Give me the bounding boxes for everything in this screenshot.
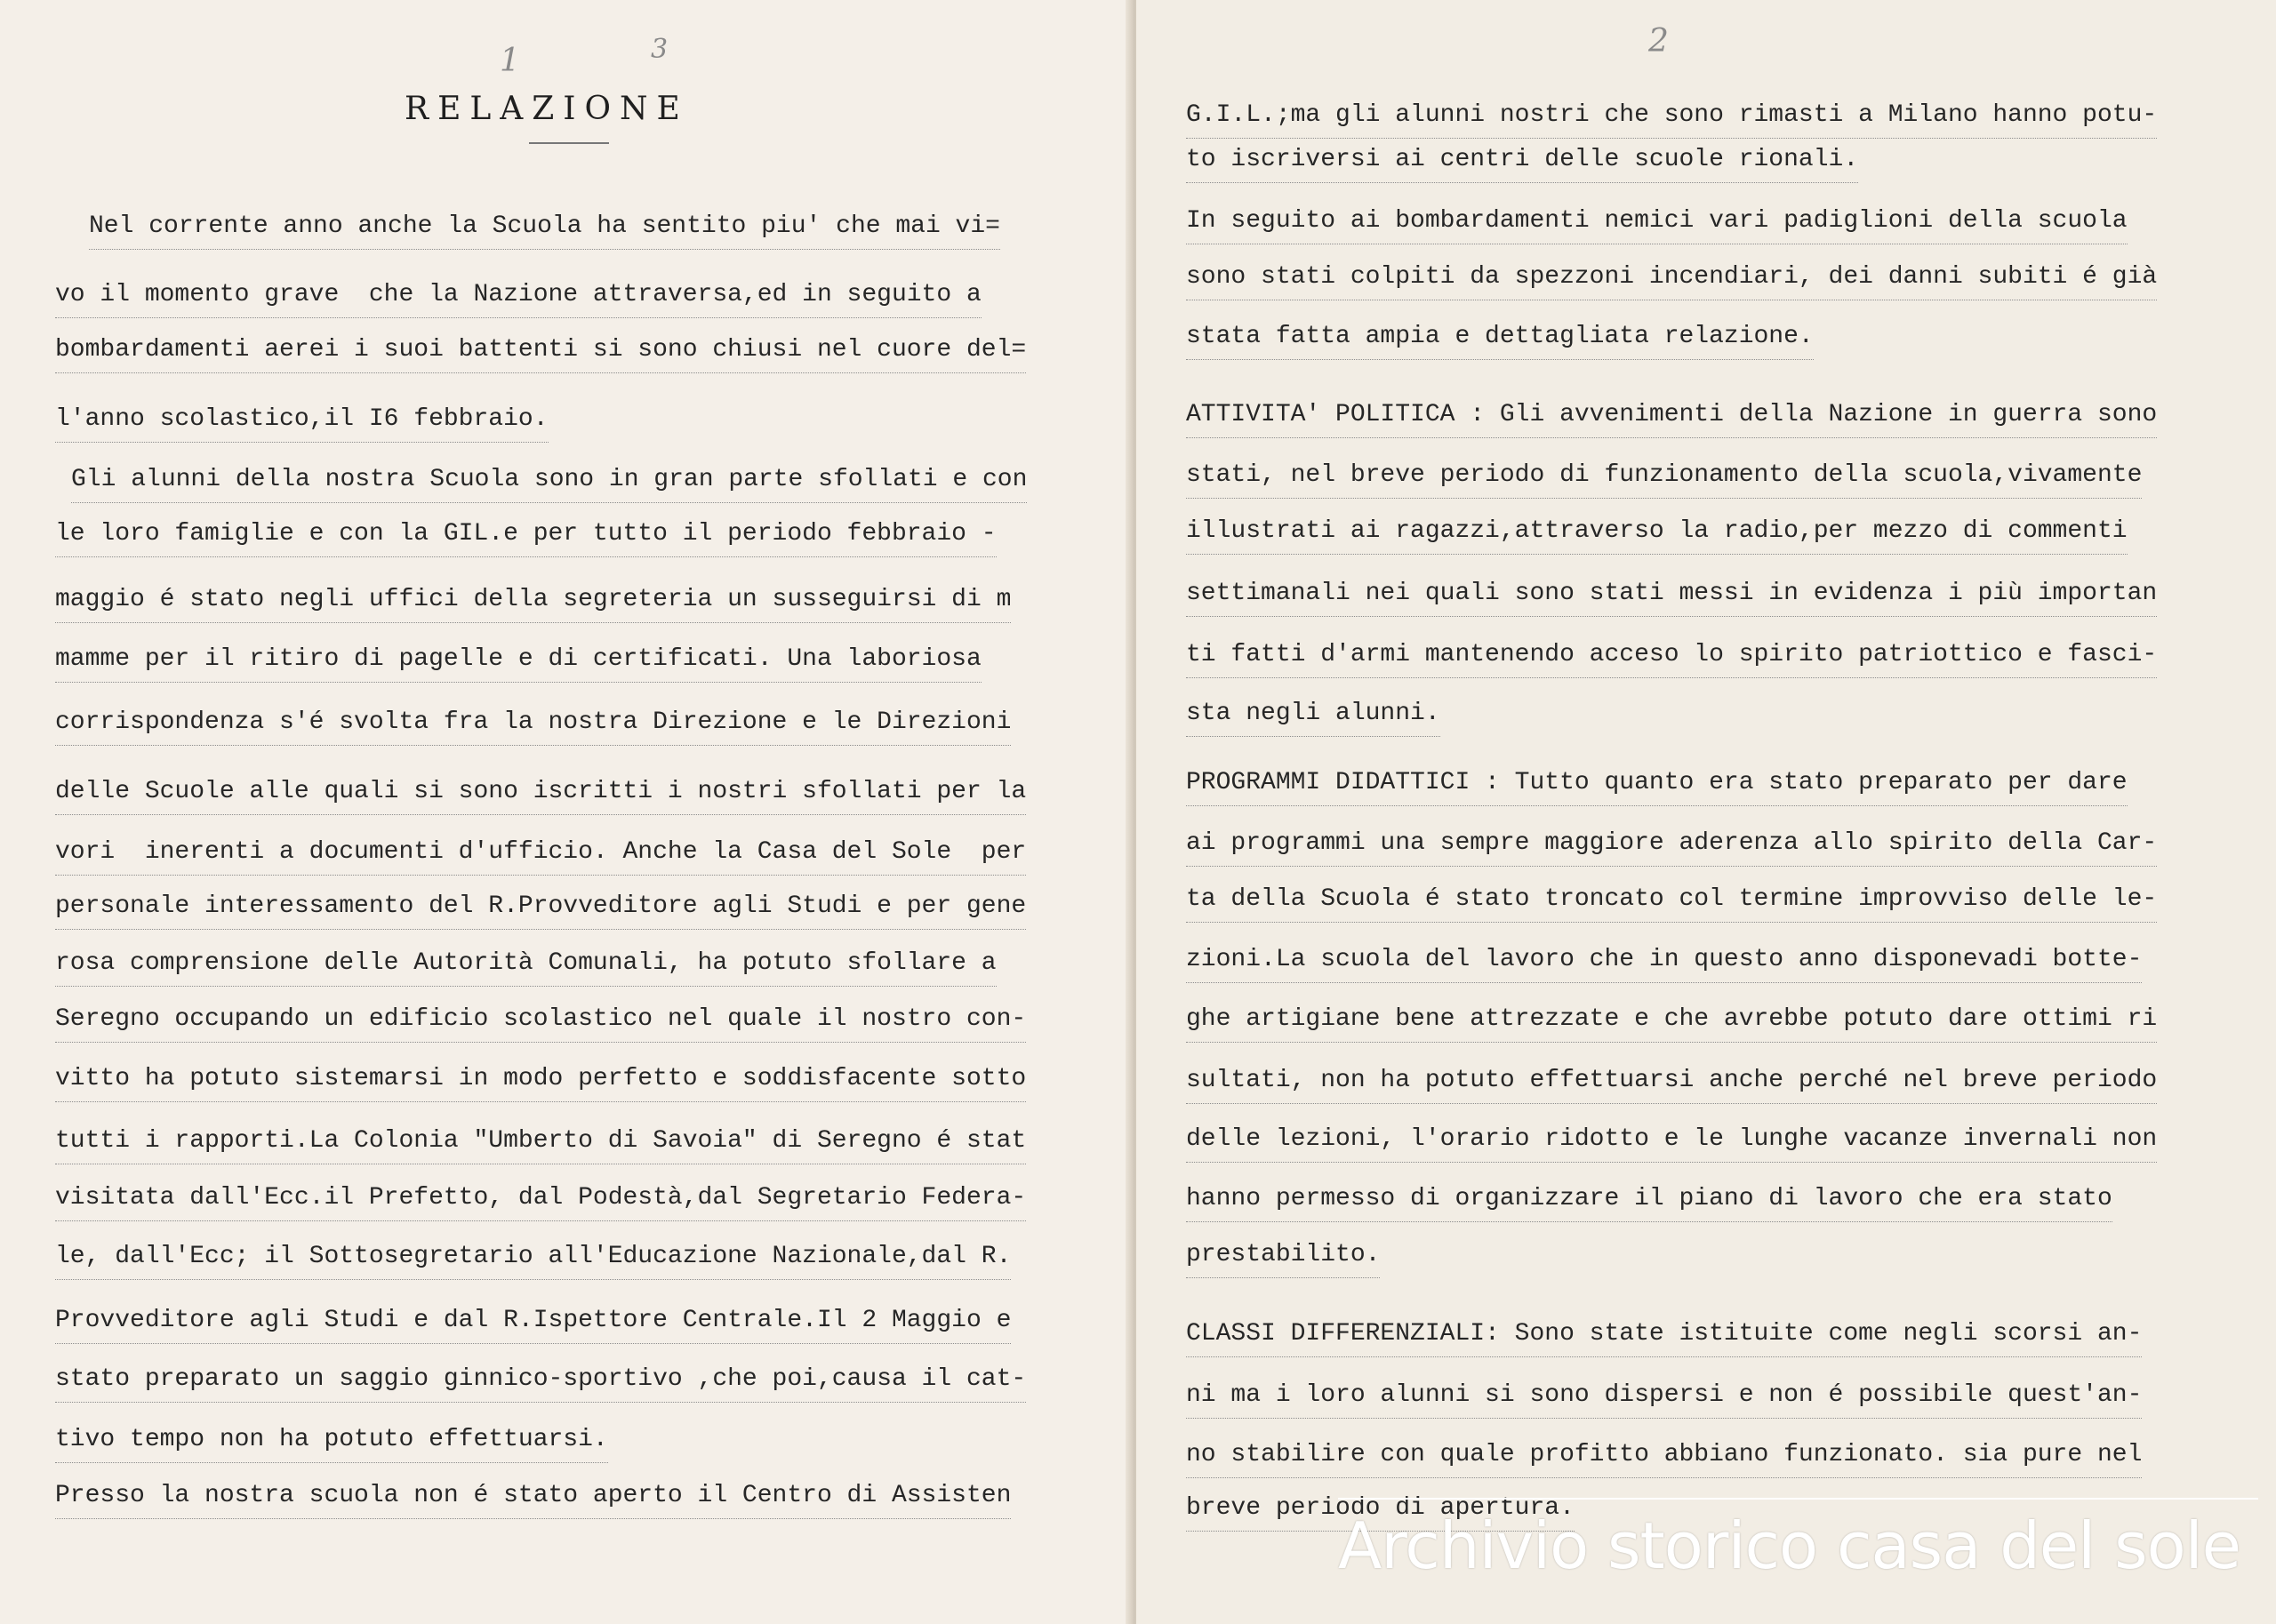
text-line: tutti i rapporti.La Colonia "Umberto di Savoia" di Seregno é stat	[55, 1126, 1026, 1164]
text-line: vo il momento grave che la Nazione attraversa,ed in seguito a	[55, 280, 982, 318]
title-underline	[529, 142, 609, 144]
text-line: bombardamenti aerei i suoi battenti si sono chiusi nel cuore del=	[55, 335, 1026, 373]
text-line: vitto ha potuto sistemarsi in modo perfetto e soddisfacente sotto	[55, 1064, 1026, 1102]
page-number-mark: 1	[500, 43, 520, 79]
text-line: settimanali nei quali sono stati messi in evidenza i più importan	[1186, 579, 2157, 617]
text-line: ghe artigiane bene attrezzate e che avrebbe potuto dare ottimi ri	[1186, 1004, 2157, 1043]
text-line: personale interessamento del R.Provveditore agli Studi e per gene	[55, 892, 1026, 930]
text-line: delle lezioni, l'orario ridotto e le lunghe vacanze invernali non	[1186, 1124, 2157, 1163]
text-line: ta della Scuola é stato troncato col termine improvviso delle le-	[1186, 884, 2157, 923]
watermark-text: Archivio storico casa del sole	[1338, 1508, 2240, 1583]
text-line: G.I.L.;ma gli alunni nostri che sono rimasti a Milano hanno potu-	[1186, 100, 2157, 139]
text-line: stata fatta ampia e dettagliata relazione.	[1186, 322, 1814, 360]
text-line: Provveditore agli Studi e dal R.Ispettore Centrale.Il 2 Maggio e	[55, 1306, 1011, 1344]
text-line: sono stati colpiti da spezzoni incendiari, dei danni subiti é già	[1186, 262, 2157, 300]
text-line: sultati, non ha potuto effettuarsi anche perché nel breve periodo	[1186, 1066, 2157, 1104]
text-line: CLASSI DIFFERENZIALI: Sono state istituite come negli scorsi an-	[1186, 1319, 2142, 1357]
text-line: no stabilire con quale profitto abbiano funzionato. sia pure nel	[1186, 1440, 2142, 1478]
text-line: to iscriversi ai centri delle scuole rionali.	[1186, 145, 1858, 183]
pencil-mark: 3	[651, 34, 669, 65]
text-line: zioni.La scuola del lavoro che in questo anno disponevadi botte-	[1186, 945, 2142, 983]
text-line: visitata dall'Ecc.il Prefetto, dal Podestà,dal Segretario Federa-	[55, 1183, 1026, 1221]
text-line: l'anno scolastico,il I6 febbraio.	[55, 404, 549, 443]
text-line: Nel corrente anno anche la Scuola ha sentito piu' che mai vi=	[89, 212, 1000, 250]
text-line: In seguito ai bombardamenti nemici vari padiglioni della scuola	[1186, 206, 2128, 244]
archive-watermark	[1338, 1498, 2258, 1597]
text-line: corrispondenza s'é svolta fra la nostra Direzione e le Direzioni	[55, 708, 1011, 746]
text-line: le, dall'Ecc; il Sottosegretario all'Educazione Nazionale,dal R.	[55, 1242, 1011, 1280]
page-number-mark: 2	[1648, 23, 1669, 60]
right-page	[1136, 0, 2276, 1624]
text-line: ti fatti d'armi mantenendo acceso lo spirito patriottico e fasci-	[1186, 640, 2157, 678]
text-line: tivo tempo non ha potuto effettuarsi.	[55, 1425, 608, 1463]
text-line: breve periodo di apertura.	[1186, 1493, 1575, 1532]
text-line: stato preparato un saggio ginnico-sportivo ,che poi,causa il cat-	[55, 1364, 1026, 1403]
text-line: sta negli alunni.	[1186, 699, 1440, 737]
text-line: le loro famiglie e con la GIL.e per tutto il periodo febbraio -	[55, 519, 997, 557]
text-line: maggio é stato negli uffici della segreteria un susseguirsi di m	[55, 585, 1011, 623]
text-line: mamme per il ritiro di pagelle e di certificati. Una laboriosa	[55, 644, 982, 683]
text-line: ni ma i loro alunni si sono dispersi e non é possibile quest'an-	[1186, 1380, 2142, 1419]
text-line: ai programmi una sempre maggiore aderenza allo spirito della Car-	[1186, 828, 2157, 867]
text-line: ATTIVITA' POLITICA : Gli avvenimenti della Nazione in guerra sono	[1186, 400, 2157, 438]
text-line: PROGRAMMI DIDATTICI : Tutto quanto era stato preparato per dare	[1186, 768, 2128, 806]
text-line: Presso la nostra scuola non é stato aperto il Centro di Assisten	[55, 1481, 1011, 1519]
left-page	[0, 0, 1131, 1624]
text-line: hanno permesso di organizzare il piano di lavoro che era stato	[1186, 1184, 2112, 1222]
text-line: Seregno occupando un edificio scolastico nel quale il nostro con-	[55, 1004, 1026, 1043]
text-line: rosa comprensione delle Autorità Comunali, ha potuto sfollare a	[55, 948, 997, 987]
text-line: stati, nel breve periodo di funzionamento della scuola,vivamente	[1186, 460, 2142, 499]
text-line: Gli alunni della nostra Scuola sono in gran parte sfollati e con	[71, 465, 1027, 503]
text-line: delle Scuole alle quali si sono iscritti i nostri sfollati per la	[55, 777, 1026, 815]
document-title: RELAZIONE	[405, 91, 689, 127]
text-line: vori inerenti a documenti d'ufficio. Anche la Casa del Sole per	[55, 837, 1026, 876]
text-line: prestabilito.	[1186, 1240, 1380, 1278]
text-line: illustrati ai ragazzi,attraverso la radio,per mezzo di commenti	[1186, 516, 2128, 555]
